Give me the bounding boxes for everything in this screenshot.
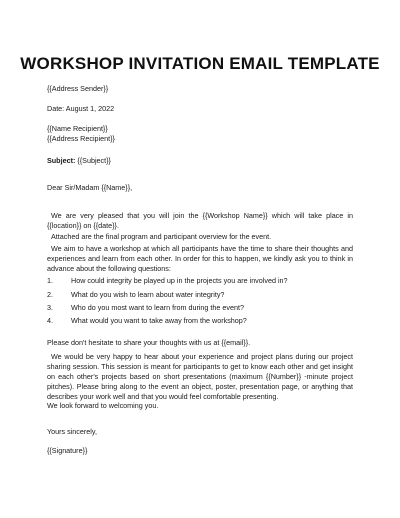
subject-label: Subject: bbox=[47, 156, 76, 165]
salutation: Dear Sir/Madam {{Name}}, bbox=[47, 183, 133, 192]
signature: {{Signature}} bbox=[47, 446, 88, 455]
question-number: 3. bbox=[47, 303, 53, 312]
paragraph-text: We aim to have a workshop at which all participants have the time to share their thoughts and experiences and learn from each other. In order for this to happen, we kindly ask you to think in advance about the following questions: bbox=[47, 244, 353, 273]
paragraph-text: Please don't hesitate to share your thoughts with us at {{email}}. bbox=[47, 338, 251, 347]
question-text: What do you wish to learn about water integrity? bbox=[71, 290, 225, 299]
paragraph-text: Attached are the final program and participant overview for the event. bbox=[51, 232, 272, 241]
document-title: WORKSHOP INVITATION EMAIL TEMPLATE bbox=[20, 54, 380, 73]
paragraph-attachment bbox=[47, 232, 353, 242]
paragraph-project-sharing bbox=[47, 352, 353, 402]
question-number: 1. bbox=[47, 276, 53, 285]
paragraph-share-thoughts bbox=[47, 338, 353, 348]
paragraph-text: We would be very happy to hear about your experience and project plans during our project sharing session. This session is meant for participants to get to know each other and get insight on each other's projects based on short presentations (maximum {{Number}} -minute project pitches). Please bring along to the event an object, poster, presentation page, or anything that describes your work well and that you would feel comfortable presenting. bbox=[47, 352, 353, 401]
question-text: Who do you most want to learn from during the event? bbox=[71, 303, 244, 312]
paragraph-text: We look forward to welcoming you. bbox=[47, 401, 159, 410]
question-text: What would you want to take away from the workshop? bbox=[71, 316, 247, 325]
paragraph-aim bbox=[47, 244, 353, 274]
address-sender: {{Address Sender}} bbox=[47, 84, 109, 93]
question-number: 2. bbox=[47, 290, 53, 299]
paragraph-look-forward bbox=[47, 401, 353, 411]
name-recipient: {{Name Recipient}} bbox=[47, 124, 108, 133]
letter-date: Date: August 1, 2022 bbox=[47, 104, 115, 113]
subject-line bbox=[47, 156, 353, 166]
question-number: 4. bbox=[47, 316, 53, 325]
closing: Yours sincerely, bbox=[47, 427, 97, 436]
paragraph-text: We are very pleased that you will join the {{Workshop Name}} which will take place in {{location}} on {{date}}. bbox=[47, 211, 353, 230]
address-recipient: {{Address Recipient}} bbox=[47, 134, 115, 143]
subject-value: {{Subject}} bbox=[75, 156, 111, 165]
paragraph-confirmation bbox=[47, 211, 353, 231]
question-text: How could integrity be played up in the projects you are involved in? bbox=[71, 276, 288, 285]
